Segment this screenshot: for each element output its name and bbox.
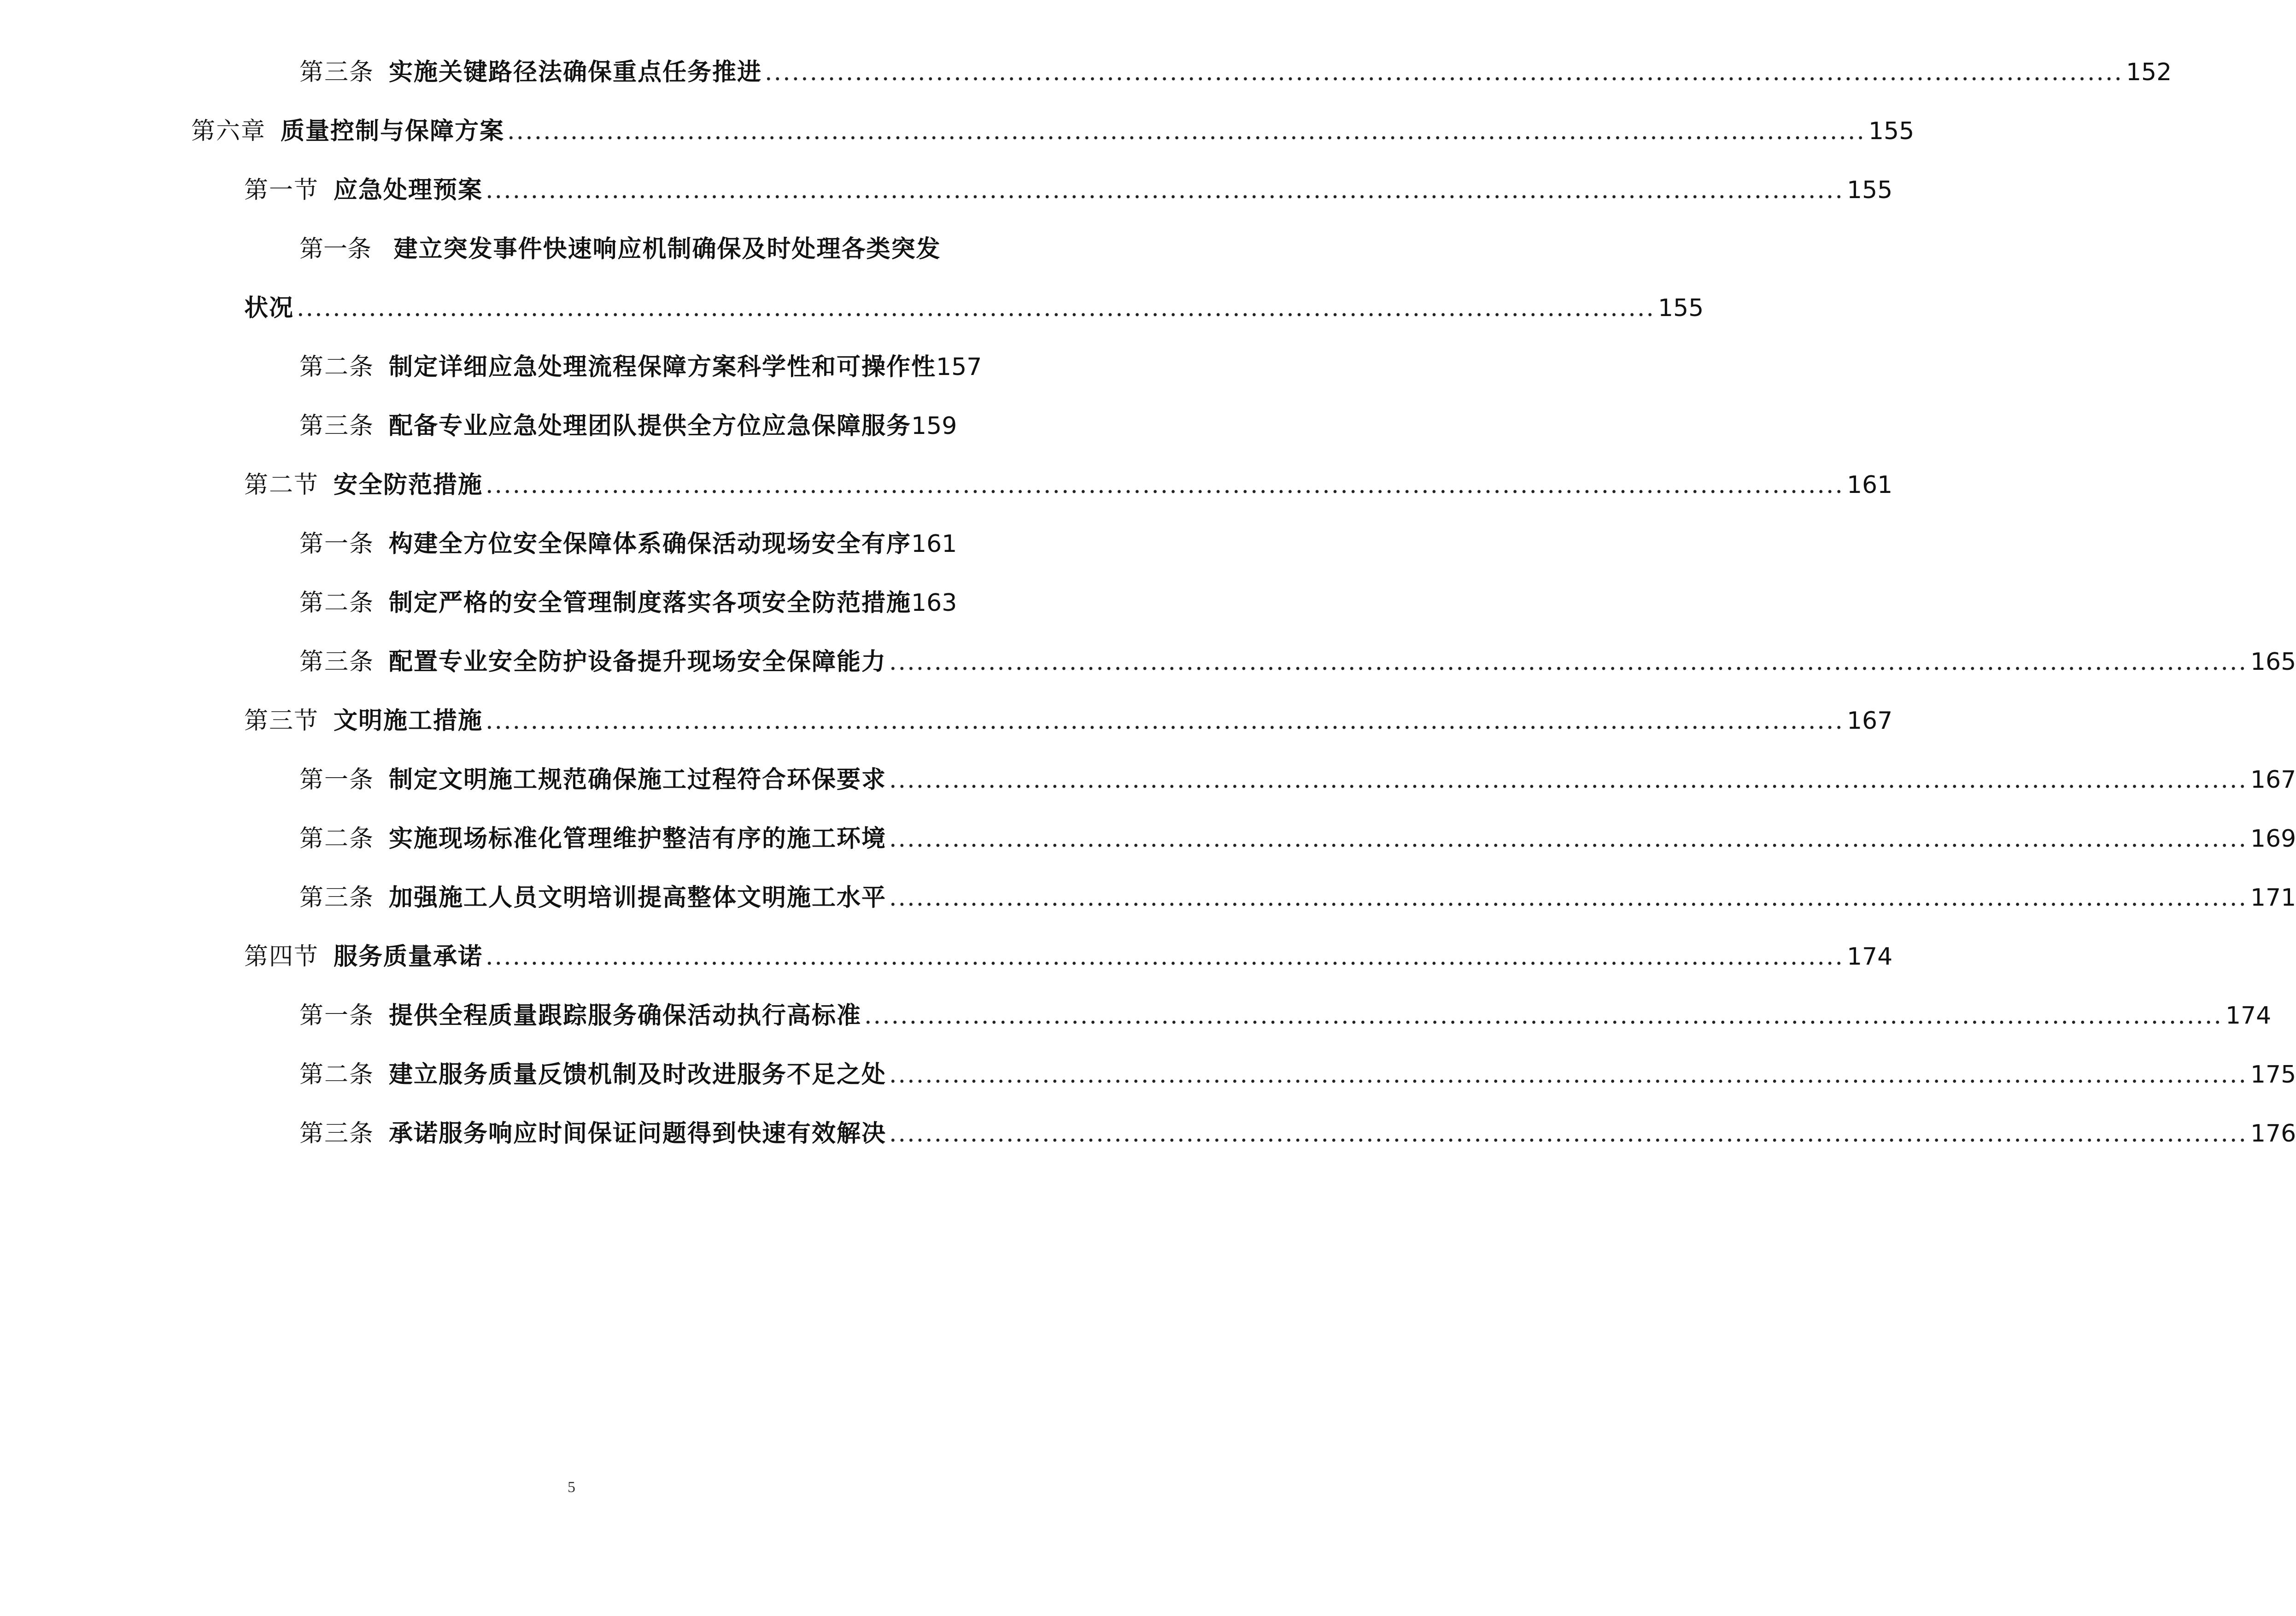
toc-entry-page: 174 [1846,943,1893,971]
toc-entry-page: 163 [911,589,957,617]
toc-leader-dots: ....................................................................................................................................................... [889,1120,2248,1148]
toc-entry[interactable] [299,877,2296,919]
toc-entry-title: 安全防范措施 [334,471,483,499]
toc-leader-dots: ....................................................................................................................................................... [297,294,1655,322]
toc-entry-number: 第二条 [299,589,375,617]
toc-entry-number: 第二条 [299,1061,375,1089]
toc-entry-title: 配备专业应急处理团队提供全方位应急保障服务 [389,412,912,440]
toc-entry-number: 第三条 [299,648,375,676]
toc-entry-title: 实施现场标准化管理维护整洁有序的施工环境 [389,825,887,853]
toc-leader-dots: ....................................................................................................................................................... [507,117,1866,145]
toc-entry-number: 第一条 [299,1002,375,1030]
toc-entry-number: 第二条 [299,825,375,853]
toc-entry-number: 第三节 [244,707,319,735]
toc-entry-number: 第一条 [299,766,375,794]
toc-entry-title: 建立服务质量反馈机制及时改进服务不足之处 [389,1060,887,1089]
toc-entry-page: 155 [1658,294,1704,322]
toc-entry-number: 第二节 [244,471,319,499]
toc-leader-dots: ....................................................................................................................................................... [889,825,2248,853]
toc-entry-page: 155 [1846,176,1893,204]
toc-entry-title: 构建全方位安全保障体系确保活动现场安全有序 [389,530,912,558]
toc-entry-number: 第二条 [299,353,375,381]
toc-entry[interactable] [299,818,2296,860]
toc-leader-dots: ....................................................................................................................................................... [864,1002,2223,1030]
toc-entry[interactable] [299,995,2272,1036]
toc-leader-dots: ....................................................................................................................................................... [486,707,1844,735]
toc-leader-dots: ....................................................................................................................................................... [889,648,2248,676]
toc-entry-title: 应急处理预案 [334,176,483,204]
toc-entry-wrapped-second-line[interactable] [244,287,1704,329]
footer-page-number: 5 [568,1479,575,1496]
toc-entry-page: 175 [2250,1061,2296,1089]
toc-entry[interactable] [299,523,1005,565]
toc-entry-number: 第三条 [299,412,375,440]
toc-entry-title-continued: 状况 [244,294,294,322]
toc-entry[interactable] [244,936,1893,978]
toc-entry[interactable] [299,52,2172,93]
toc-entry-number: 第六章 [191,117,266,145]
toc-leader-dots: ....................................................................................................................................................... [486,176,1844,204]
toc-entry-title: 服务质量承诺 [334,943,483,971]
toc-entry-title: 实施关键路径法确保重点任务推进 [389,58,762,86]
toc-entry-title: 文明施工措施 [334,707,483,735]
toc-entry[interactable] [299,641,2296,683]
toc-entry[interactable] [299,1054,2296,1095]
toc-entry[interactable] [191,111,1915,152]
toc-leader-dots: ....................................................................................................................................................... [889,884,2248,912]
toc-entry-page: 167 [2250,766,2296,794]
toc-entry-page: 152 [2126,59,2172,86]
toc-entry-page: 159 [911,412,957,440]
toc-entry-title: 配置专业安全防护设备提升现场安全保障能力 [389,648,887,676]
toc-entry[interactable] [299,1113,2296,1154]
toc-entry-wrapped-first-line[interactable] [299,228,941,270]
toc-entry-page: 167 [1846,707,1893,735]
toc-entry-number: 第四节 [244,943,319,971]
toc-entry[interactable] [244,464,1893,506]
toc-entry-title: 承诺服务响应时间保证问题得到快速有效解决 [389,1119,887,1148]
toc-entry-page: 155 [1868,117,1915,145]
toc-entry[interactable] [299,405,1005,447]
toc-entry[interactable] [299,346,1028,388]
toc-entry-number: 第一节 [244,176,319,204]
toc-entry-page: 174 [2225,1002,2272,1030]
toc-leader-dots: ....................................................................................................................................................... [765,59,2123,86]
toc-entry-number: 第一条 [299,530,375,558]
toc-entry-title: 提供全程质量跟踪服务确保活动执行高标准 [389,1001,862,1030]
toc-entry-page: 157 [936,353,982,381]
toc-entry-number: 第三条 [299,59,375,86]
toc-entry[interactable] [299,582,1005,624]
toc-entry-title: 制定详细应急处理流程保障方案科学性和可操作性 [389,353,937,381]
toc-entry-title: 制定文明施工规范确保施工过程符合环保要求 [389,766,887,794]
toc-entry-number: 第三条 [299,1120,375,1148]
toc-entry-page: 161 [911,530,957,558]
toc-leader-dots: ....................................................................................................................................................... [486,471,1844,499]
toc-entry-title: 建立突发事件快速响应机制确保及时处理各类突发 [393,235,941,263]
toc-leader-dots: ....................................................................................................................................................... [889,1061,2248,1089]
toc-entry-page: 171 [2250,884,2296,912]
toc-leader-dots: ....................................................................................................................................................... [889,766,2248,794]
toc-entry-page: 165 [2250,648,2296,676]
toc-entry-number: 第一条 [299,235,372,263]
toc-entry-page: 161 [1846,471,1893,499]
toc-entry[interactable] [299,759,2296,801]
toc-entry-page: 176 [2250,1120,2296,1148]
toc-entry-page: 169 [2250,825,2296,853]
toc-entry-title: 制定严格的安全管理制度落实各项安全防范措施 [389,589,912,617]
toc-entry-title: 质量控制与保障方案 [281,117,505,145]
toc-entry-title: 加强施工人员文明培训提高整体文明施工水平 [389,884,887,912]
toc-leader-dots: ....................................................................................................................................................... [486,943,1844,971]
toc-entry[interactable] [244,170,1893,211]
toc-entry-number: 第三条 [299,884,375,912]
toc-entry[interactable] [244,700,1893,742]
